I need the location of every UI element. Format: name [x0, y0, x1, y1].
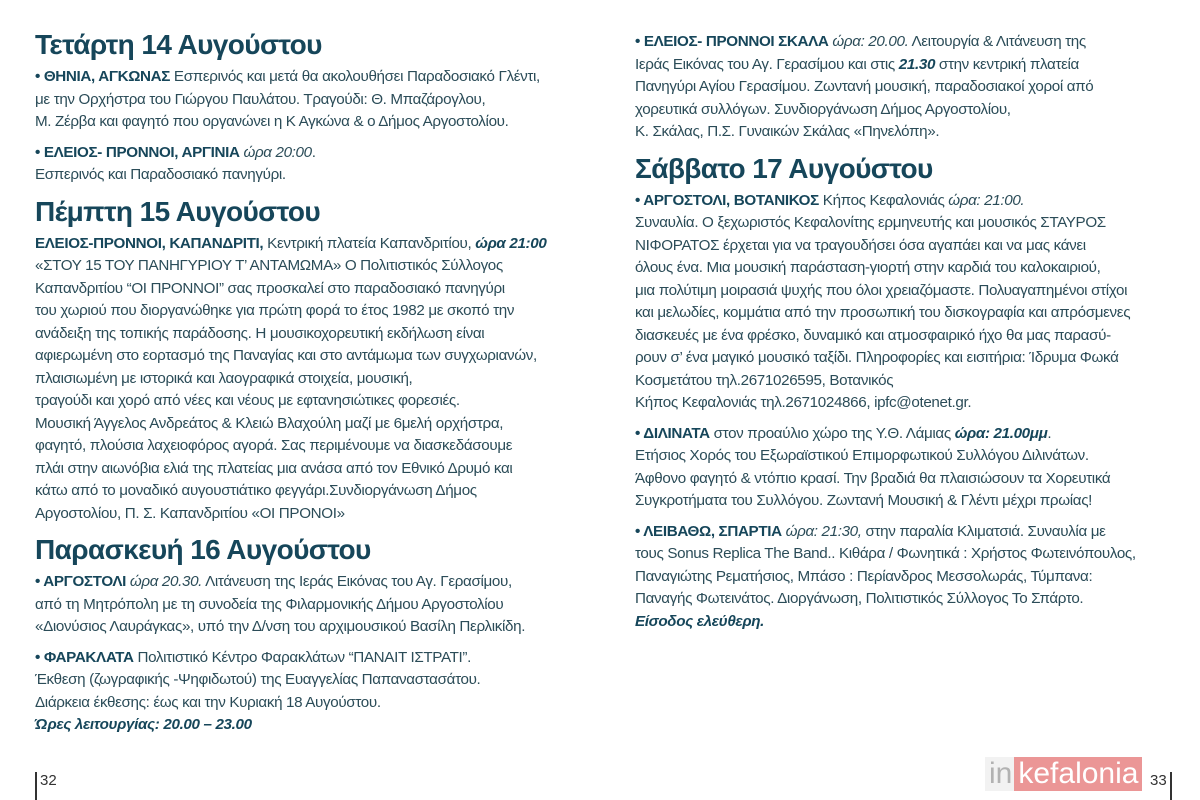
text-line	[35, 435, 595, 458]
event-time: ώρα: 21:30,	[781, 522, 862, 540]
event-text: Μουσική Άγγελος Ανδρεάτος & Κλειώ Βλαχούλη μαζί με 6μελή ορχήστρα,	[35, 414, 504, 432]
event-text: ρουν σ’ ένα μαγικό μουσικό ταξίδι. Πληροφορίες και εισιτήρια: Ίδρυμα Φωκά	[635, 349, 1119, 366]
event-entry	[35, 66, 595, 134]
event-text: του χωριού που διοργανώθηκε για πρώτη φορά το έτος 1982 με σκοπό την	[35, 302, 515, 319]
event-text: «Διονύσιος Λαυράγκας», υπό την Δ/νση του αρχιμουσικού Βασίλη Περλικίδη.	[35, 618, 526, 635]
text-line	[635, 611, 1195, 634]
event-text: Πανηγύρι Αγίου Γερασίμου. Ζωντανή μουσική, παραδοσιακοί χοροί από	[635, 78, 1094, 95]
event-location: • ΘΗΝΙΑ, ΑΓΚΩΝΑΣ	[35, 68, 171, 85]
text-line	[35, 669, 595, 692]
event-location: • ΕΛΕΙΟΣ- ΠΡΟΝΝΟΙ, ΑΡΓΙΝΙΑ	[35, 143, 240, 161]
event-text: Εσπερινός και μετά θα ακολουθήσει Παραδοσιακό Γλέντι,	[170, 68, 540, 85]
event-text: στην παραλία Κλιματσιά. Συναυλία με	[861, 522, 1106, 540]
event-time: 21.30	[898, 55, 936, 73]
text-line	[635, 235, 1195, 258]
event-text: κάτω από το μοναδικό αυγουστιάτικο φεγγάρι.Συνδιοργάνωση Δήμος	[35, 482, 477, 499]
event-text: ανάδειξη της τοπικής παράδοσης. Η μουσικοχορευτική εκδήλωση είναι	[35, 324, 485, 342]
event-entry	[35, 233, 595, 526]
text-line	[35, 647, 595, 670]
text-line	[635, 347, 1195, 370]
event-text: Εσπερινός και Παραδοσιακό πανηγύρι.	[35, 166, 286, 183]
day-heading: Πέμπτη 15 Αυγούστου	[35, 195, 321, 227]
event-text: Έκθεση (ζωγραφικής -Ψηφιδωτού) της Ευαγγελίας Παπαναστασάτου.	[35, 671, 481, 688]
text-line	[35, 233, 595, 256]
text-line	[35, 89, 595, 112]
event-text: Καπανδριτίου “ΟΙ ΠΡΟΝΝΟΙ” σας προσκαλεί στο παραδοσιακό πανηγύρι	[35, 279, 505, 297]
event-text: Λιτάνευση της Ιεράς Εικόνας του Αγ. Γερασίμου,	[202, 573, 512, 590]
event-text: Κ. Σκάλας, Π.Σ. Γυναικών Σκάλας «Πηνελόπη».	[635, 123, 940, 140]
event-text: Ιεράς Εικόνας του Αγ. Γερασίμου και στις	[635, 55, 899, 73]
event-text: πλαισιωμένη με ιστορικά και λαογραφικά στοιχεία, μουσική,	[35, 369, 413, 387]
event-time: ώρα 20:00	[239, 143, 312, 161]
event-time: Είσοδος ελεύθερη.	[635, 612, 764, 630]
text-line	[35, 300, 595, 323]
event-time: ώρα 20.30.	[126, 573, 203, 590]
text-line	[635, 325, 1195, 348]
event-location: • ΑΡΓΟΣΤΟΛΙ	[35, 573, 127, 590]
event-entry	[35, 142, 595, 187]
text-line	[35, 390, 595, 413]
event-text: στον προαύλιο χώρο της Υ.Θ. Λάμιας	[709, 424, 955, 442]
text-line	[635, 31, 1195, 54]
text-line	[35, 480, 595, 503]
text-line	[35, 594, 595, 617]
event-entry	[635, 190, 1195, 415]
text-line	[635, 280, 1195, 303]
watermark-in: in	[985, 757, 1014, 791]
text-line	[35, 692, 595, 715]
event-text: Παναγιώτης Ρεματήσιος, Μπάσο : Περίανδρος Μεσσολωράς, Τύμπανα:	[635, 567, 1093, 585]
day-heading: Παρασκευή 16 Αυγούστου	[35, 534, 371, 565]
event-time: ώρα: 21.00μμ	[954, 424, 1048, 442]
event-entry	[635, 423, 1195, 513]
event-text: Λειτουργία & Λιτάνευση της	[908, 33, 1086, 50]
text-line	[635, 190, 1195, 213]
watermark-kefalonia: kefalonia	[1014, 757, 1142, 791]
event-text: και μελωδίες, κομμάτια από την προσωπική του δισκογραφία και απρόσμενες	[635, 304, 1131, 321]
inkefalonia-watermark-logo	[985, 757, 1142, 791]
page-number-left: 32	[35, 772, 57, 800]
text-line	[635, 76, 1195, 99]
text-line	[635, 588, 1195, 611]
text-line	[35, 323, 595, 346]
event-text: ΝΙΦΟΡΑΤΟΣ έρχεται για να τραγουδήσει όσα αγαπάει και να μας κάνει	[635, 236, 1086, 254]
text-line	[35, 278, 595, 301]
event-text: τραγούδι και χορό από νέες και νέους με εφτανησιώτικες φορεσιές.	[35, 392, 460, 409]
event-text: .	[311, 143, 316, 161]
text-line	[635, 468, 1195, 491]
text-line	[635, 99, 1195, 122]
event-text: μια πολύτιμη μοιρασιά ψυχής που όλοι χρειαζόμαστε. Πολυαγαπημένοι στίχοι	[635, 281, 1128, 299]
event-text: .	[1047, 424, 1052, 442]
event-text: Πολιτιστικό Κέντρο Φαρακλάτων “ΠΑΝΑΙΤ ΙΣΤΡΑΤΙ”.	[133, 648, 471, 666]
event-text: Συναυλία. Ο ξεχωριστός Κεφαλονίτης ερμηνευτής και μουσικός ΣΤΑΥΡΟΣ	[635, 214, 1106, 231]
text-line	[35, 345, 595, 368]
event-text: Αργοστολίου, Π. Σ. Καπανδριτίου «ΟΙ ΠΡΟΝΟΙ»	[35, 504, 345, 522]
event-entry	[35, 647, 595, 737]
event-location: • ΛΕΙΒΑΘΩ, ΣΠΑΡΤΙΑ	[635, 522, 782, 540]
event-location: • ΦΑΡΑΚΛΑΤΑ	[35, 648, 134, 666]
text-line	[635, 521, 1195, 544]
event-entry	[635, 31, 1195, 144]
event-text: Κοσμετάτου τηλ.2671026595, Βοτανικός	[635, 371, 894, 389]
text-line	[35, 571, 595, 594]
text-line	[35, 616, 595, 639]
event-text: Άφθονο φαγητό & ντόπιο κρασί. Την βραδιά θα πλαισιώσουν τα Χορευτικά	[635, 469, 1111, 487]
text-line	[35, 714, 595, 737]
event-text: αφιερωμένη στο εορτασμό της Παναγίας και στο αντάμωμα των συγχωριανών,	[35, 347, 537, 364]
text-line	[635, 54, 1195, 77]
event-text: Παναγής Φωτεινάτος. Διοργάνωση, Πολιτιστικός Σύλλογος Το Σπάρτο.	[635, 590, 1084, 607]
event-text: «ΣΤΟΥ 15 ΤΟΥ ΠΑΝΗΓΥΡΙΟΥ Τ’ ΑΝΤΑΜΩΜΑ» Ο Πολιτιστικός Σύλλογος	[35, 257, 503, 274]
text-line	[635, 445, 1195, 468]
event-text: Κήπος Κεφαλονιάς	[818, 191, 949, 209]
day-heading: Σάββατο 17 Αυγούστου	[635, 152, 933, 184]
text-line	[635, 121, 1195, 144]
event-entry	[35, 571, 595, 639]
event-text: με την Ορχήστρα του Γιώργου Παυλάτου. Τραγούδι: Θ. Μπαζάρογλου,	[35, 90, 486, 108]
text-line	[35, 164, 595, 187]
text-line	[35, 413, 595, 436]
event-text: πλάι στην αιωνόβια ελιά της πλατείας μια ανάσα από τον Εθνικό Δρυμό και	[35, 459, 513, 477]
event-entry	[635, 521, 1195, 634]
event-time: ώρα: 21:00.	[948, 191, 1025, 209]
text-line	[35, 255, 595, 278]
day-heading: Τετάρτη 14 Αυγούστου	[35, 29, 322, 60]
event-text: όλους ένα. Μια μουσική παράσταση-γιορτή στην καρδιά του καλοκαιριού,	[635, 259, 1101, 276]
event-text: Κήπος Κεφαλονιάς τηλ.2671024866, ipfc@otenet.gr.	[635, 394, 972, 411]
text-line	[635, 490, 1195, 513]
text-line	[635, 212, 1195, 235]
text-line	[635, 392, 1195, 415]
text-line	[635, 257, 1195, 280]
text-line	[35, 368, 595, 391]
event-text: Ετήσιος Χορός του Εξωραϊστικού Επιμορφωτικού Συλλόγου Διλινάτων.	[635, 447, 1089, 464]
page-number-right: 33	[1150, 772, 1172, 800]
event-text: Μ. Ζέρβα και φαγητό που οργανώνει η Κ Αγκώνα & ο Δήμος Αργοστολίου.	[35, 113, 509, 130]
event-location: • ΑΡΓΟΣΤΟΛΙ, ΒΟΤΑΝΙΚΟΣ	[635, 191, 819, 209]
text-line	[35, 66, 595, 89]
text-line	[635, 543, 1195, 566]
event-text: διασκευές με ένα φρέσκο, δυναμικό και ατμοσφαιρικό ήχο θα μας παρασύ-	[635, 326, 1111, 344]
text-line	[635, 370, 1195, 393]
event-location: ΕΛΕΙΟΣ-ΠΡΟΝΝΟΙ, ΚΑΠΑΝΔΡΙΤΙ,	[35, 234, 264, 252]
left-page-column	[35, 28, 595, 745]
event-text: στην κεντρική πλατεία	[935, 55, 1079, 73]
event-text: από τη Μητρόπολη με τη συνοδεία της Φιλαρμονικής Δήμου Αργοστολίου	[35, 595, 504, 613]
text-line	[35, 503, 595, 526]
event-time: ώρα: 20.00.	[828, 33, 909, 50]
text-line	[635, 566, 1195, 589]
text-line	[635, 302, 1195, 325]
text-line	[635, 423, 1195, 446]
event-text: Διάρκεια έκθεσης: έως και την Κυριακή 18 Αυγούστου.	[35, 693, 381, 711]
text-line	[35, 142, 595, 165]
text-line	[35, 111, 595, 134]
event-time: Ώρες λειτουργίας: 20.00 – 23.00	[35, 716, 252, 733]
event-text: Κεντρική πλατεία Καπανδριτίου,	[263, 234, 476, 252]
event-time: ώρα 21:00	[475, 234, 547, 252]
event-text: Συγκροτήματα του Συλλόγου. Ζωντανή Μουσική & Γλέντι μέχρι πρωίας!	[635, 492, 1093, 509]
event-text: φαγητό, πλούσια λαχειοφόρος αγορά. Σας περιμένουμε να διασκεδάσουμε	[35, 437, 513, 454]
event-location: • ΕΛΕΙΟΣ- ΠΡΟΝΝΟΙ ΣΚΑΛΑ	[635, 33, 829, 50]
right-page-column	[635, 31, 1195, 641]
text-line	[35, 458, 595, 481]
event-text: τους Sonus Replica The Band.. Κιθάρα / Φωνητικά : Χρήστος Φωτεινόπουλος,	[635, 545, 1136, 562]
event-text: χορευτικά συλλόγων. Συνδιοργάνωση Δήμος Αργοστολίου,	[635, 100, 1011, 118]
event-location: • ΔΙΛΙΝΑΤΑ	[635, 424, 710, 442]
